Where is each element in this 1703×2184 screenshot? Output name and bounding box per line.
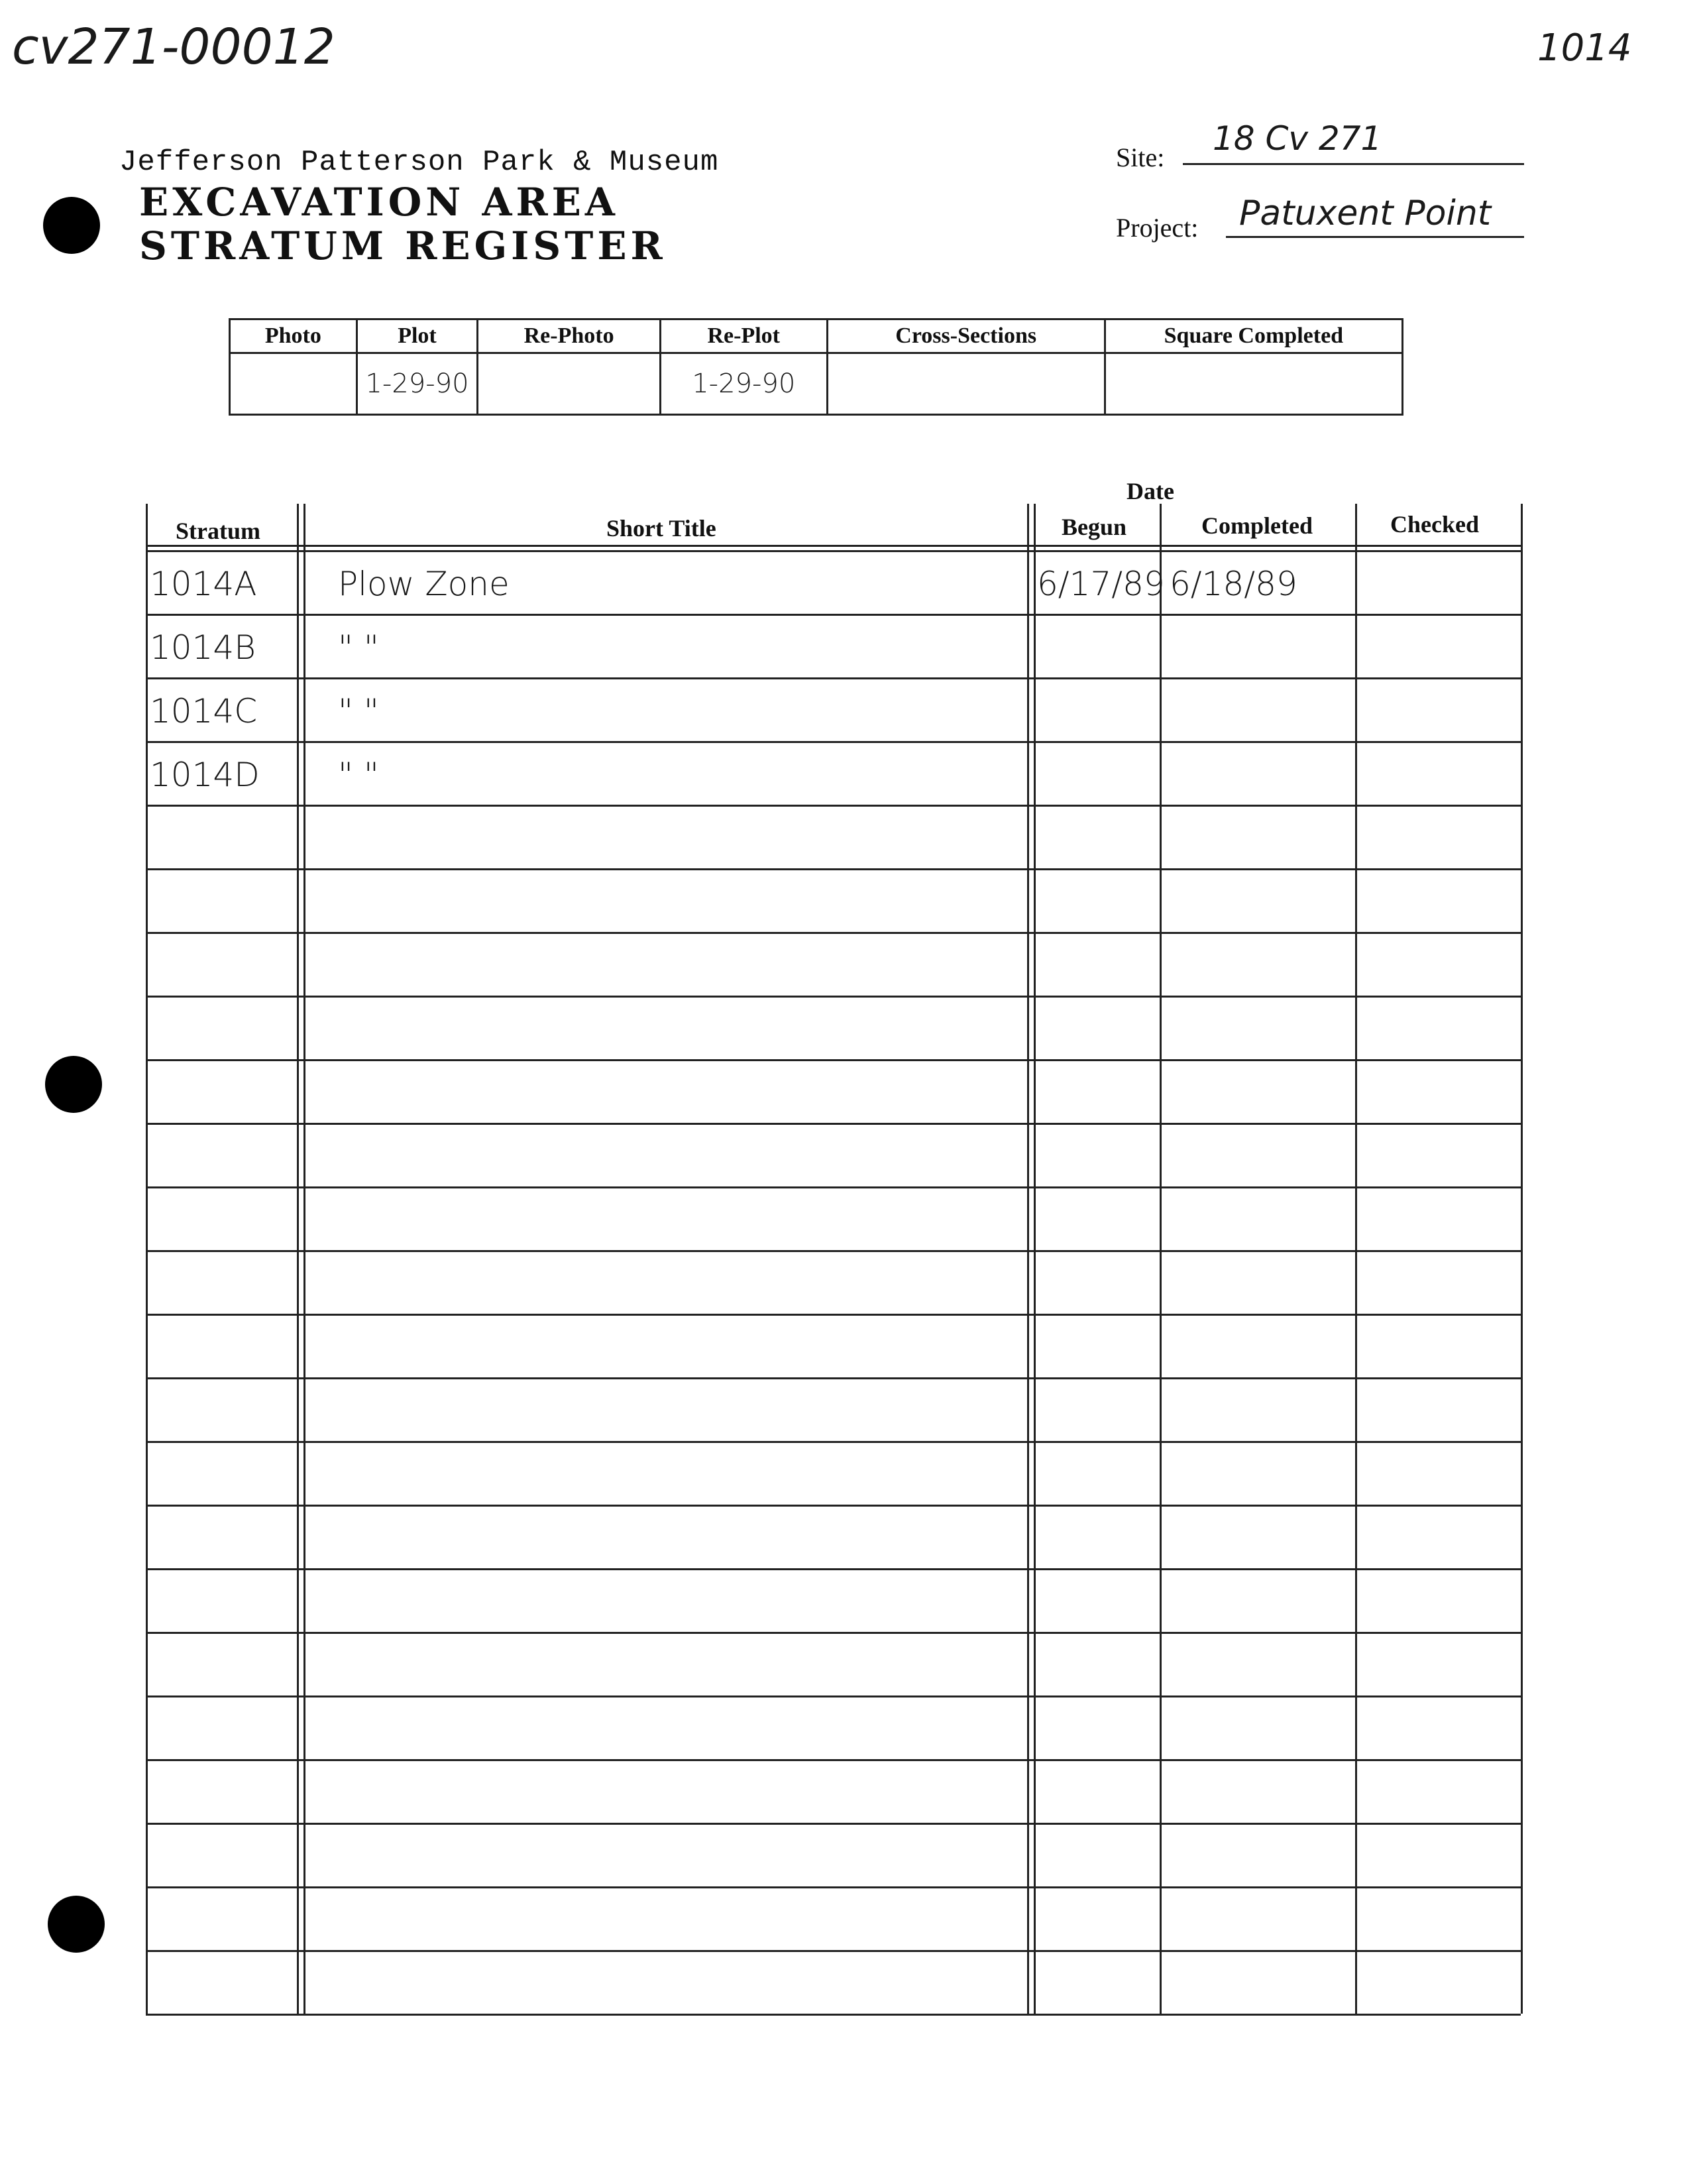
project-value: Patuxent Point [1239, 194, 1492, 233]
completed-header: Completed [1201, 512, 1313, 539]
stratum-cell: 1014B [150, 628, 256, 667]
stratum-register [146, 478, 1521, 2055]
binder-hole-bottom [48, 1896, 105, 1953]
photo-header: Photo [230, 319, 357, 353]
row-rule [146, 1632, 1521, 1634]
checked-header: Checked [1390, 511, 1479, 538]
replot-header: Re-Plot [660, 319, 827, 353]
plot-header: Plot [357, 319, 478, 353]
row-rule [146, 1186, 1521, 1188]
row-rule [146, 1759, 1521, 1761]
column-rule-double [303, 504, 305, 2014]
stratum-cell: 1014A [150, 565, 257, 603]
status-table [229, 318, 1403, 416]
date-group-label: Date [1126, 478, 1174, 504]
photo-value [230, 353, 357, 415]
cross-sections-value [827, 353, 1105, 415]
replot-value: 1-29-90 [660, 353, 827, 415]
short-title-header: Short Title [606, 515, 716, 542]
cross-sections-header: Cross-Sections [827, 319, 1105, 353]
institution-name: Jefferson Patterson Park & Museum [119, 146, 719, 179]
form-title-line1: EXCAVATION AREA [139, 180, 619, 225]
rephoto-header: Re-Photo [478, 319, 661, 353]
site-value: 18 Cv 271 [1213, 119, 1382, 158]
register-bottom-rule [146, 2014, 1521, 2016]
binder-hole-middle [45, 1056, 102, 1113]
short-title-cell: " " [338, 756, 379, 794]
short-title-cell: Plow Zone [338, 565, 510, 603]
row-rule [146, 741, 1521, 743]
stratum-header: Stratum [176, 518, 260, 544]
row-rule [146, 1377, 1521, 1379]
stratum-cell: 1014C [150, 692, 258, 730]
rephoto-value [478, 353, 661, 415]
row-rule [146, 1123, 1521, 1125]
row-rule [146, 1059, 1521, 1061]
column-rule [297, 504, 299, 2014]
row-rule [146, 1695, 1521, 1697]
begun-cell: 6/17/89 [1037, 565, 1165, 603]
column-rule [146, 504, 148, 2014]
short-title-cell: " " [338, 628, 379, 667]
row-rule [146, 1314, 1521, 1316]
form-title-line2: STRATUM REGISTER [139, 223, 667, 268]
short-title-cell: " " [338, 692, 379, 730]
column-rule [1355, 504, 1357, 2014]
row-rule [146, 677, 1521, 679]
row-rule [146, 1568, 1521, 1570]
plot-value: 1-29-90 [357, 353, 478, 415]
row-rule [146, 805, 1521, 807]
column-rule [1027, 504, 1029, 2014]
site-label: Site: [1116, 143, 1165, 172]
row-rule [146, 868, 1521, 870]
project-label: Project: [1116, 213, 1199, 243]
column-rule-double [1034, 504, 1036, 2014]
completed-cell: 6/18/89 [1170, 565, 1297, 603]
row-rule [146, 1950, 1521, 1952]
column-rule [1521, 504, 1523, 2014]
page-number: 1014 [1537, 27, 1632, 70]
column-rule [1160, 504, 1162, 2014]
header-rule [146, 545, 1521, 547]
begun-header: Begun [1062, 514, 1127, 540]
row-rule [146, 1886, 1521, 1888]
row-rule [146, 1823, 1521, 1825]
stratum-cell: 1014D [150, 756, 260, 794]
row-rule [146, 614, 1521, 616]
row-rule [146, 1250, 1521, 1252]
row-rule [146, 1441, 1521, 1443]
square-completed-header: Square Completed [1105, 319, 1402, 353]
file-code: cv271-00012 [12, 19, 335, 76]
square-completed-value [1105, 353, 1402, 415]
row-rule [146, 1505, 1521, 1507]
row-rule [146, 932, 1521, 934]
row-rule [146, 996, 1521, 998]
row-rule [146, 550, 1521, 552]
binder-hole-top [43, 197, 100, 254]
